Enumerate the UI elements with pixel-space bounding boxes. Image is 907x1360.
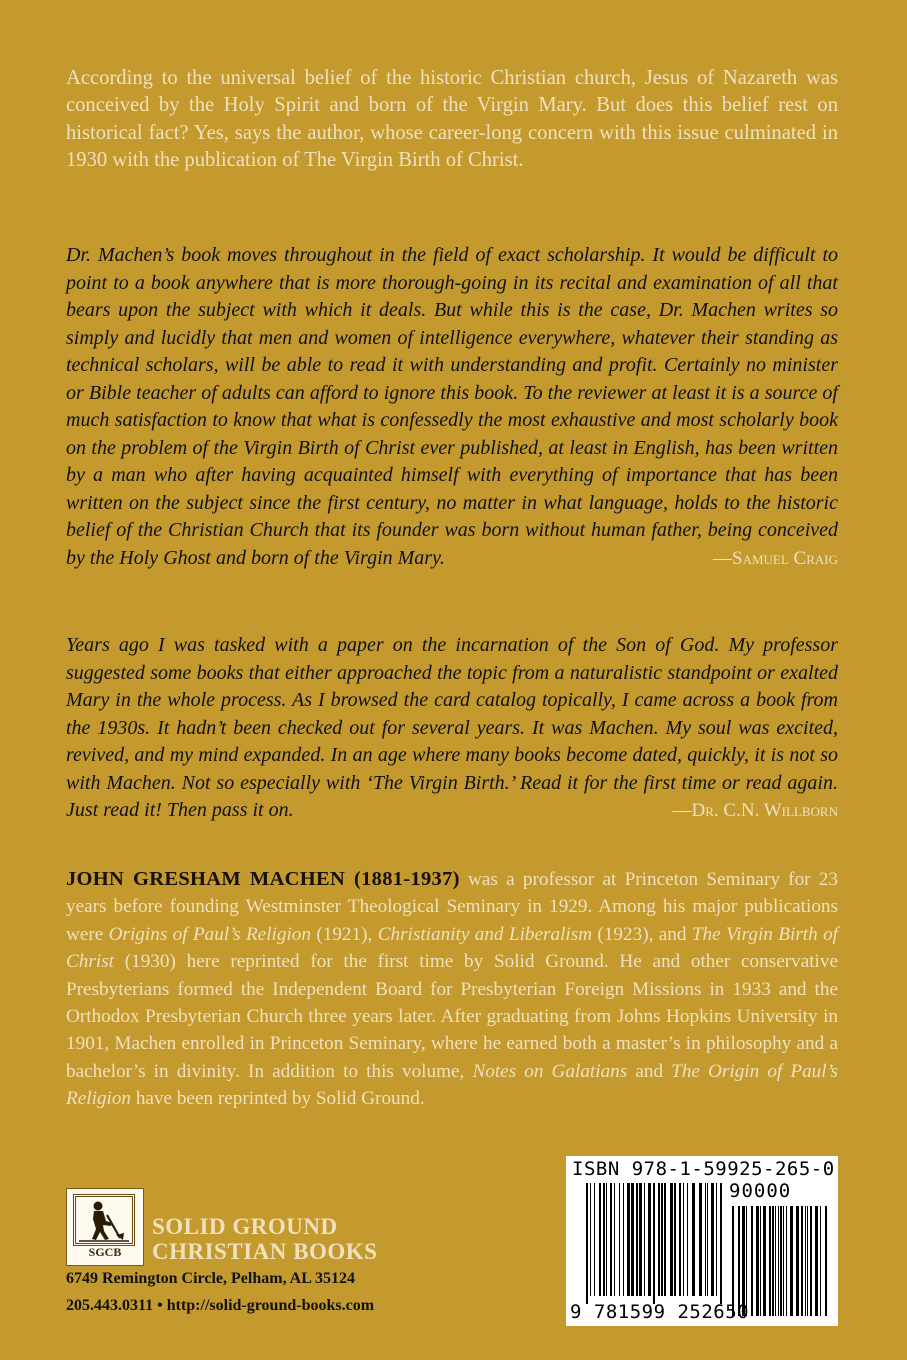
book-title: Christianity and Liberalism <box>377 923 593 945</box>
review-samuel-craig <box>66 242 838 572</box>
review-willborn <box>66 632 838 825</box>
review-text: Dr. Machen’s book moves throughout in the field of exact scholarship. It would be difficult to point to a book anywhere that is more thorough-going in its recital and examination of all that bears upon the subject with which it deals. But while this is the case, Dr. Machen writes so simply and lucidly that men and women of intelligence everywhere, whatever their standing as technical scholars, will be able to read it with understanding and profit. Certainly no minister or Bible teacher of adults can afford to ignore this book. To the reviewer at least it is a source of much satisfaction to know that what is confessedly the most exhaustive and most scholarly book on the problem of the Virgin Birth of Christ ever published, at least in English, has been written by a man who after having acquainted himself with everything of importance that has been written on the subject since the first century, no matter in what language, holds to the historic belief of the Christian Church that its founder was born without human father, being conceived by the Holy Ghost and born of the Virgin Mary. <box>66 244 838 569</box>
publisher-name-line: SOLID GROUND <box>152 1214 338 1239</box>
book-title: Notes on Galatians <box>472 1060 628 1082</box>
book-title: Origins of Paul’s Religion <box>108 923 311 945</box>
publisher-logo <box>66 1188 144 1266</box>
digger-icon <box>73 1194 135 1246</box>
author-name: JOHN GRESHAM MACHEN (1881-1937) <box>66 868 460 890</box>
isbn-barcode <box>566 1156 838 1326</box>
bio-text: (1921), <box>310 923 378 945</box>
addon-number: 90000 <box>729 1180 792 1202</box>
book-title: The Origin of Paul’s Religion <box>66 1060 838 1110</box>
publisher-address: 6749 Remington Circle, Pelham, AL 35124 <box>66 1270 356 1287</box>
review-attribution: —Samuel Craig <box>713 547 838 569</box>
bio-text: (1923), and <box>592 923 692 945</box>
publisher-contact: 205.443.0311 • http://solid-ground-books.com <box>66 1297 375 1314</box>
book-title: The Virgin Birth of Christ <box>66 923 839 973</box>
bio-text: and <box>627 1060 672 1082</box>
bio-text: have been reprinted by Solid Ground. <box>131 1088 425 1110</box>
intro-paragraph: According to the universal belief of the historic Christian church, Jesus of Nazareth was conceived by the Holy Spirit and born of the Virgin Mary. But does this belief rest on historical fact? Yes, says the author, whose career-long concern with this issue culminated in 1930 with the publication of The Virgin Birth of Christ. <box>66 67 838 172</box>
publisher-name <box>152 1214 377 1264</box>
author-bio <box>66 866 838 1113</box>
isbn-text: ISBN 978-1-59925-265-0 <box>572 1158 835 1180</box>
bio-text: (1930) here reprinted for the first time by Solid Ground. He and other conservative Presbyterians formed the Independent Board for Presbyterian Foreign Missions in 1933 and the Orthodox Presbyterian Church three years later. After graduating from Johns Hopkins University in 1901, Machen enrolled in Princeton Seminary, where he earned both a master’s in philosophy and a bachelor’s in divinity. In addition to this volume, <box>66 951 838 1082</box>
barcode-digits: 9 781599 252650 <box>570 1301 750 1323</box>
publisher-name-line: CHRISTIAN BOOKS <box>152 1239 378 1264</box>
bio-text: was a professor at Princeton Seminary for 23 years before founding Westminster Theological Seminary in 1929. Among his major publications were <box>66 869 838 945</box>
logo-text: SGCB <box>88 1245 122 1259</box>
review-attribution: —Dr. C.N. Willborn <box>672 800 838 821</box>
review-text: Years ago I was tasked with a paper on the incarnation of the Son of God. My professor suggested some books that either approached the topic from a naturalistic standpoint or exalted Mary in the whole process. As I browsed the card catalog topically, I came across a book from the 1930s. It hadn’t been checked out for several years. It was Machen. My soul was excited, revived, and my mind expanded. In an age where many books become dated, quickly, it is not so with Machen. Not so especially with ‘The Virgin Birth.’ Read it for the first time or read again. Just read it! Then pass it on. <box>66 634 838 821</box>
